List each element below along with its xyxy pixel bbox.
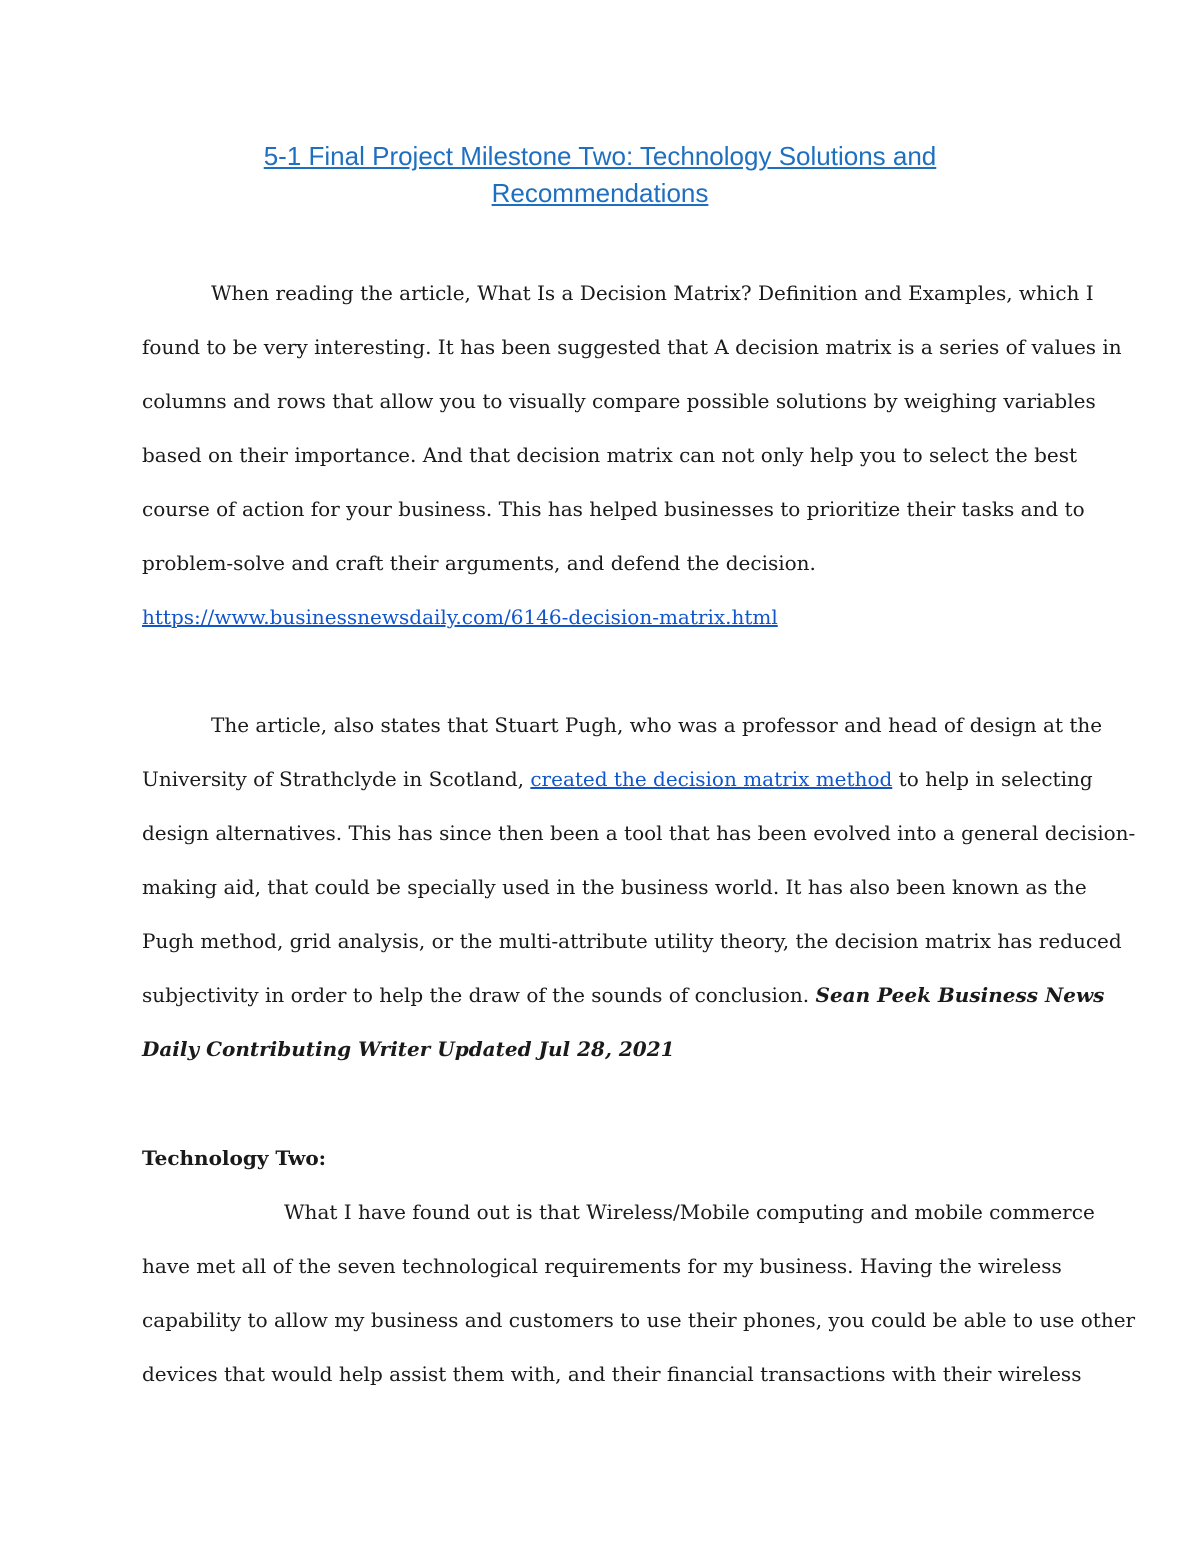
para2-line-6-text: subjectivity in order to help the draw of the sounds of conclusion. [142, 983, 816, 1007]
para2-line-2-tail: to help in selecting [892, 767, 1093, 791]
source-url-link[interactable]: https://www.businessnewsdaily.com/6146-decision-matrix.html [142, 605, 778, 629]
document-title[interactable] [140, 138, 1060, 212]
para2-line-2-text: University of Strathclyde in Scotland, [142, 767, 531, 791]
citation-author: Sean Peek Business News [815, 983, 1105, 1007]
para1-line-1: When reading the article, What Is a Decision Matrix? Definition and Examples, which I [211, 281, 1094, 305]
source-url-line [142, 590, 778, 644]
section-line-3: capability to allow my business and customers to use their phones, you could be able to use other [142, 1308, 1136, 1332]
para2-line-2 [142, 752, 1093, 806]
para1-line-5: course of action for your business. This has helped businesses to prioritize their tasks and to [142, 497, 1085, 521]
section-line-2: have met all of the seven technological requirements for my business. Having the wireless [142, 1254, 1062, 1278]
para2-line-5: Pugh method, grid analysis, or the multi-attribute utility theory, the decision matrix has reduced [142, 929, 1122, 953]
para2-line-6 [142, 968, 1104, 1022]
citation-details: Daily Contributing Writer Updated Jul 28, 2021 [142, 1037, 675, 1061]
section-line-4: devices that would help assist them with, and their financial transactions with their wireless [142, 1362, 1082, 1386]
section-line-1: What I have found out is that Wireless/Mobile computing and mobile commerce [284, 1200, 1095, 1224]
para1-line-2: found to be very interesting. It has been suggested that A decision matrix is a series of values in [142, 335, 1122, 359]
para1-line-4: based on their importance. And that decision matrix can not only help you to select the best [142, 443, 1078, 467]
para2-line-3: design alternatives. This has since then been a tool that has been evolved into a general decision- [142, 821, 1136, 845]
title-line-1[interactable]: 5-1 Final Project Milestone Two: Technology Solutions and [263, 141, 937, 171]
para1-line-6: problem-solve and craft their arguments, and defend the decision. [142, 551, 816, 575]
para2-line-4: making aid, that could be specially used in the business world. It has also been known as the [142, 875, 1087, 899]
para2-line-1: The article, also states that Stuart Pugh, who was a professor and head of design at the [211, 713, 1103, 737]
decision-matrix-method-link[interactable]: created the decision matrix method [530, 767, 893, 791]
para1-line-3: columns and rows that allow you to visually compare possible solutions by weighing variables [142, 389, 1096, 413]
section-heading: Technology Two: [142, 1146, 327, 1170]
title-line-2[interactable]: Recommendations [491, 178, 709, 208]
